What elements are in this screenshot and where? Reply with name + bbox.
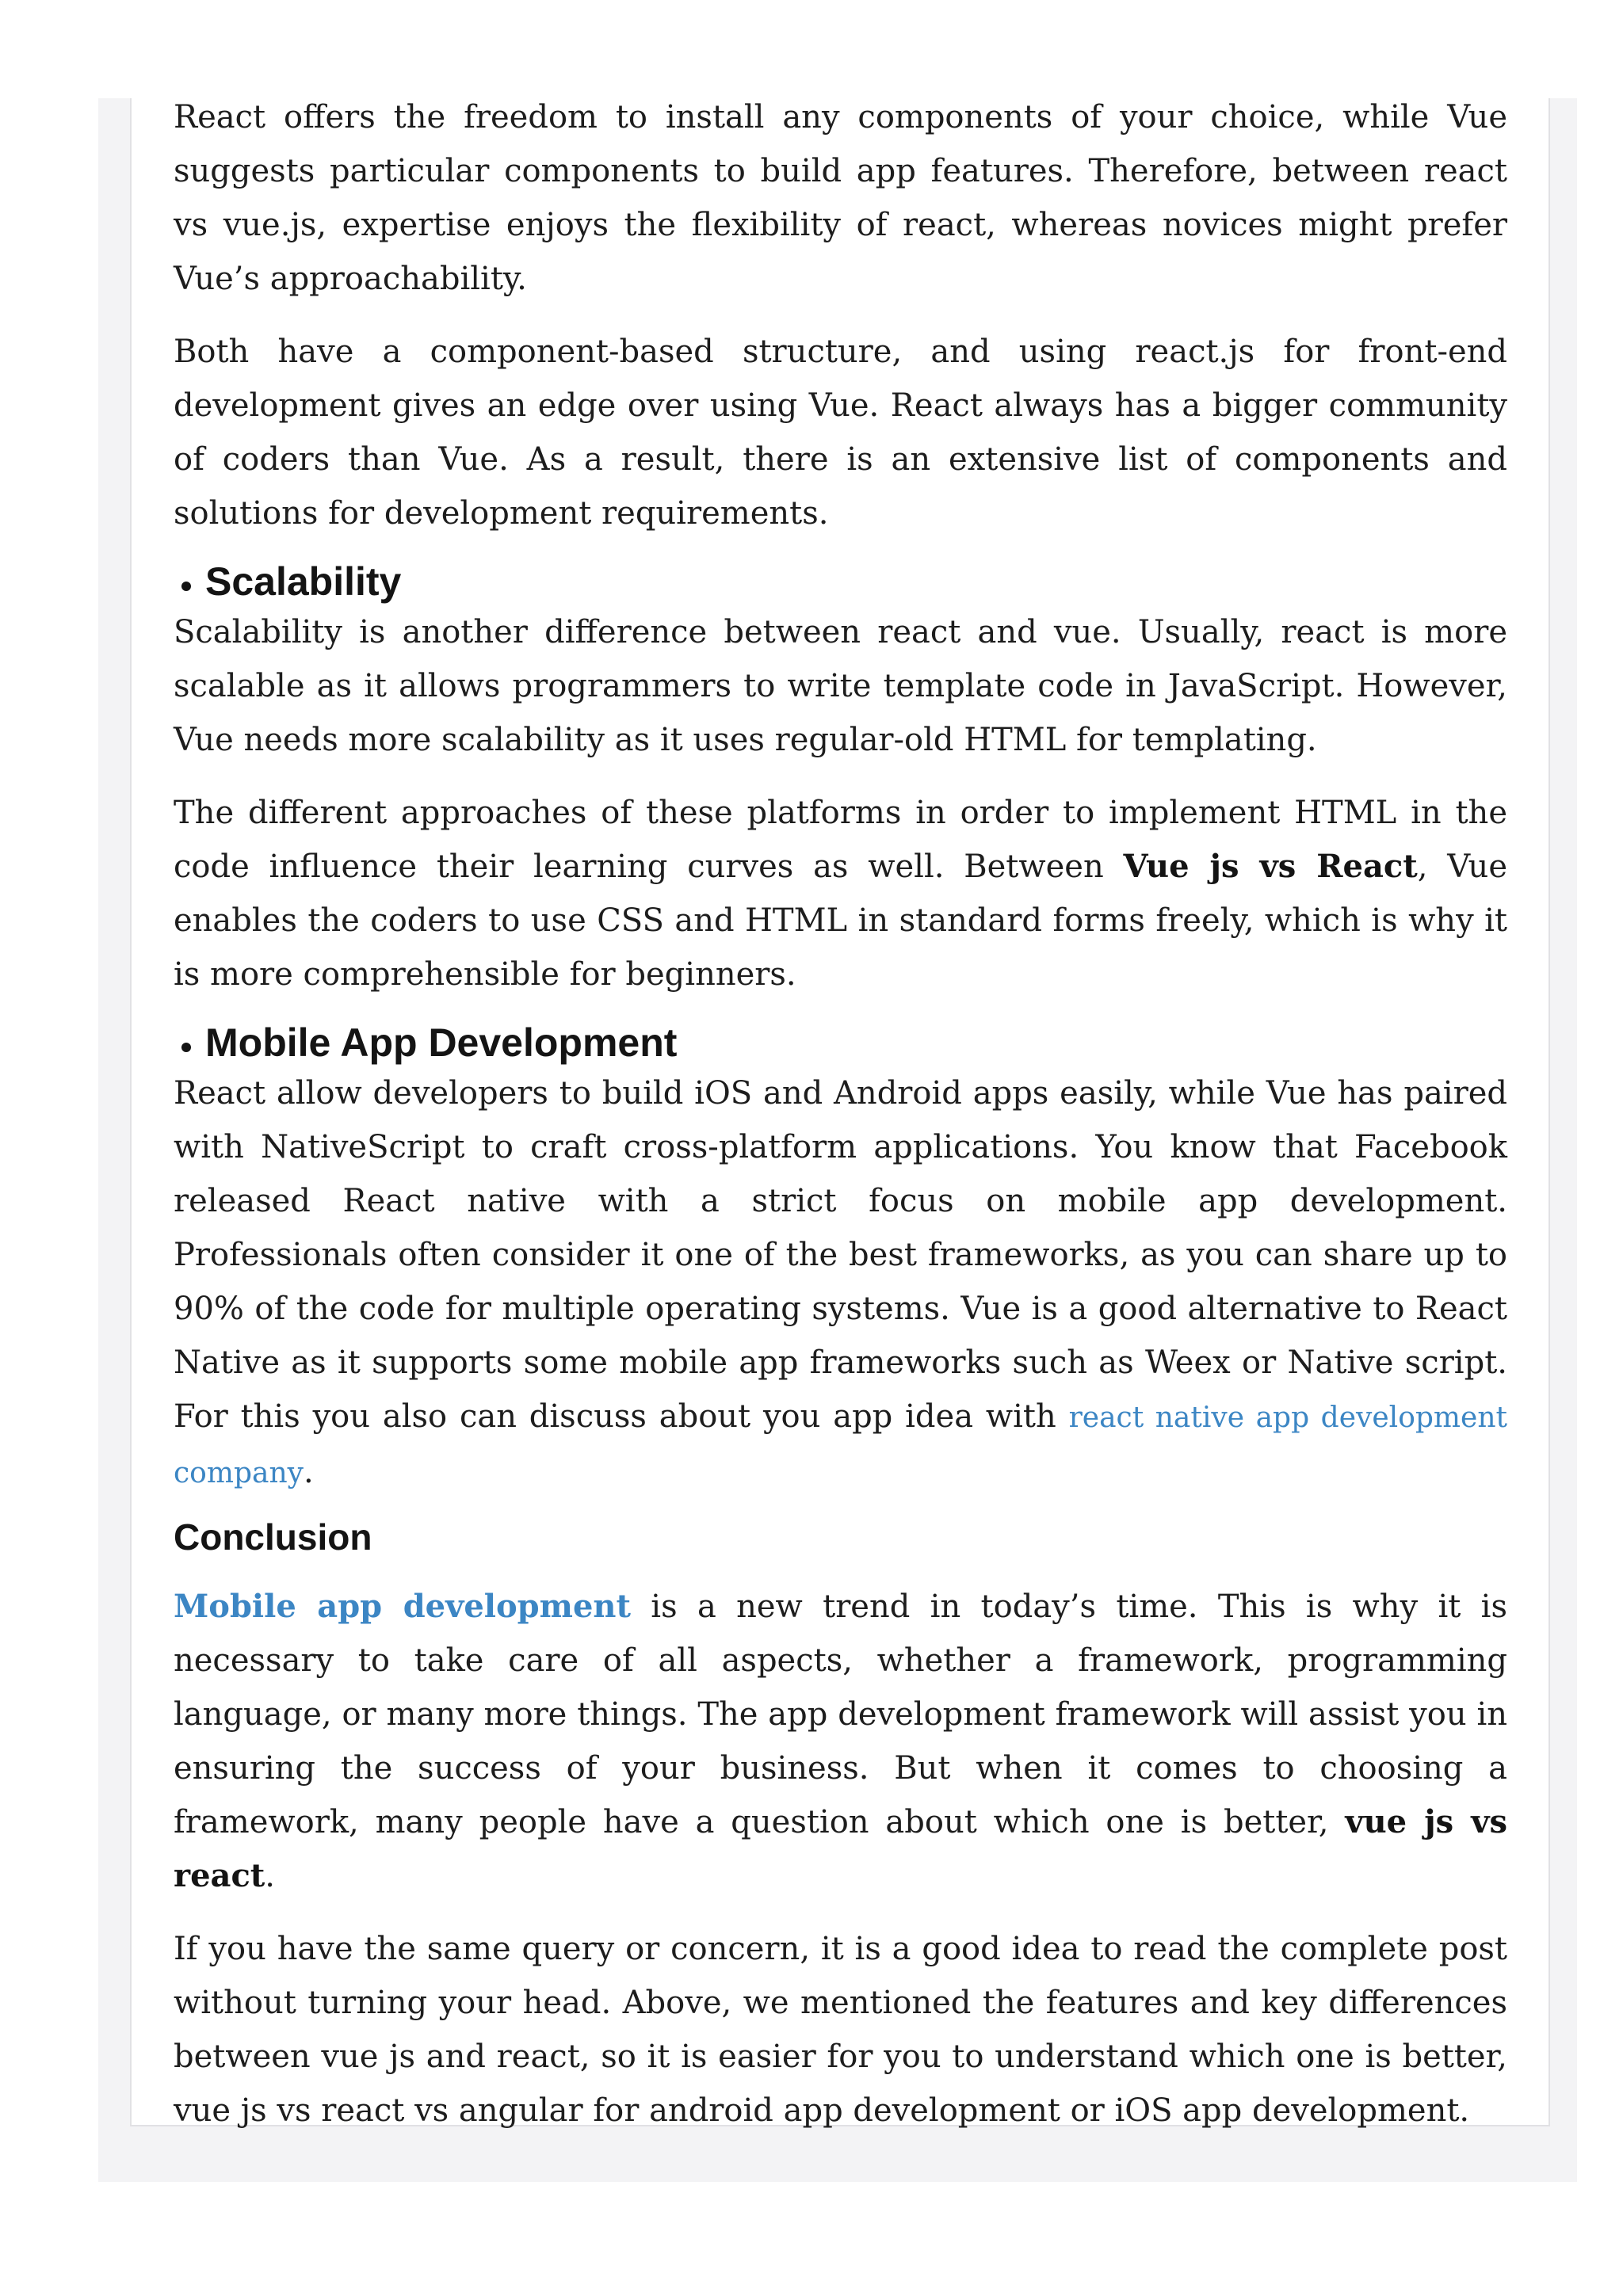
paragraph-conclusion (174, 1580, 1507, 1903)
paragraph-component-structure: Both have a component-based structure, and using react.js for front-end development gives an edge over using Vue. React always has a bigger community of coders than Vue. As a result, there is an extensive list of components and solutions for development requirements. (174, 334, 1507, 532)
link-react-native-company[interactable]: react native app development company (174, 1402, 1508, 1489)
section-list-scalability (174, 558, 1507, 605)
link-mobile-app-development[interactable]: Mobile app development (174, 1588, 631, 1625)
paragraph-mobile-text-2: . (304, 1454, 314, 1490)
article-content (174, 90, 1507, 2138)
paragraph-scalability: Scalability is another difference between react and vue. Usually, react is more scalable as it allows programmers to write template code in JavaScript. However, Vue needs more scalability as it uses regular-old HTML for templating. (174, 614, 1507, 758)
heading-scalability: • Scalability (205, 558, 1507, 605)
bold-vue-vs-react: Vue js vs React (1123, 848, 1418, 885)
paragraph-approaches-text-1: The different approaches of these platforms in order to implement HTML in the code influence their learning curves as well. Between (174, 795, 1507, 885)
heading-mobile-app-development: • Mobile App Development (205, 1019, 1507, 1066)
paragraph-conclusion-text-2: . (265, 1858, 275, 1894)
paragraph-approaches (174, 786, 1507, 1001)
heading-conclusion: Conclusion (174, 1516, 372, 1558)
section-list-mobile (174, 1019, 1507, 1066)
paragraph-react-freedom: React offers the freedom to install any components of your choice, while Vue suggests particular components to build app features. Therefore, between react vs vue.js, expertise enjoys the flexibility of react, whereas novices might prefer Vue’s approachability. (174, 99, 1507, 297)
paragraph-approaches-text-2: , Vue enables the coders to use CSS and HTML in standard forms freely, which is why it is more comprehensible for beginners. (174, 849, 1507, 993)
paragraph-conclusion-text-1: is a new trend in today’s time. This is why it is necessary to take care of all aspects, whether a framework, programming language, or many more things. The app development framework will assist you in ensuring the success of your business. But when it comes to choosing a framework, many people have a question about which one is better, (174, 1589, 1507, 1840)
bold-vue-js-vs-react: vue js vs react (174, 1803, 1508, 1894)
paragraph-mobile (174, 1066, 1507, 1501)
paragraph-mobile-text-1: React allow developers to build iOS and Android apps easily, while Vue has paired with NativeScript to craft cross-platform applications. You know that Facebook released React native with a strict focus on mobile app development. Professionals often consider it one of the best frameworks, as you can share up to 90% of the code for multiple operating systems. Vue is a good alternative to React Native as it supports some mobile app frameworks such as Weex or Native script. For this you also can discuss about you app idea with (174, 1075, 1507, 1435)
paragraph-final: If you have the same query or concern, it is a good idea to read the complete post without turning your head. Above, we mentioned the features and key differences between vue js and react, so it is easier for you to understand which one is better, vue js vs react vs angular for android app development or iOS app development. (174, 1931, 1507, 2129)
